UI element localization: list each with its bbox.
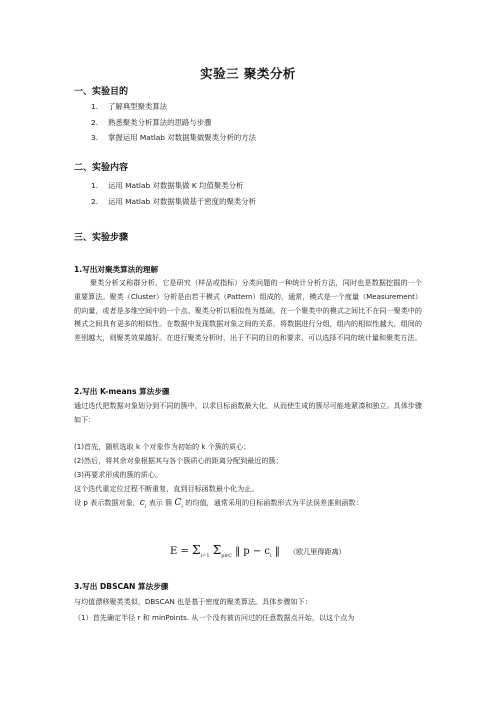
section-heading-content: 二、实验内容	[74, 163, 129, 173]
formula-subscript: i	[270, 553, 272, 559]
list-item-text: 了解典型聚类算法	[108, 102, 168, 111]
list-item-number: 3.	[91, 133, 99, 142]
document-title: 实验三 聚类分析	[200, 66, 296, 81]
list-item-number: 1.	[91, 102, 99, 111]
list-item-text: 运用 Matlab 对数据集做 K 均值聚类分析	[108, 181, 244, 190]
cluster-mean-symbol: $c_i$	[139, 498, 147, 510]
list-item-text: 运用 Matlab 对数据集做基于密度的聚类分析	[108, 197, 257, 206]
kmeans-step-2: (2)然后，将其余对象根据其与各个簇质心的距离分配到最近的簇；	[74, 456, 283, 465]
list-item	[91, 101, 167, 112]
kmeans-iteration-note: 这个迭代重定位过程不断重复，直到目标函数最小化为止。	[74, 484, 259, 493]
kmeans-objective-definition	[74, 498, 363, 510]
formula-body: ‖ p − c	[235, 546, 271, 557]
formula-end: ‖	[271, 546, 280, 557]
definition-text-c: 的均值，通常采用的目标函数形式为平法误差准则函数：	[185, 498, 363, 507]
list-item	[91, 196, 256, 207]
sum-index-2: p∈C	[221, 553, 232, 559]
objective-function-formula	[170, 543, 346, 557]
list-item-number: 2.	[91, 118, 99, 127]
formula-lhs: E =	[170, 546, 193, 557]
list-item-text: 掌握运用 Matlab 对数据集做聚类分析的方法	[108, 133, 257, 142]
list-item	[91, 132, 256, 143]
list-item-text: 熟悉聚类分析算法的思路与步骤	[108, 118, 212, 127]
sum-index-1: i=1	[200, 553, 210, 559]
cluster-symbol: $C_i$	[174, 498, 183, 510]
definition-text-b: 表示 簇	[148, 498, 173, 507]
list-item	[91, 117, 211, 128]
formula-note: （欧几里得距离）	[289, 547, 346, 556]
sigma-icon: Σ	[192, 543, 201, 557]
section-heading-steps: 三、实验步骤	[74, 233, 129, 243]
subsection-heading-kmeans: 2.写出 K-means 算法步骤	[74, 387, 170, 396]
subsection-heading-dbscan: 3.写出 DBSCAN 算法步骤	[74, 582, 169, 591]
subsection-heading-understanding: 1.写出对聚类算法的理解	[74, 265, 159, 274]
definition-text-a: 设 p 表示数据对象，	[74, 498, 140, 507]
paragraph-kmeans-intro: 通过迭代把数据对象划分到不同的簇中，以求目标函数最大化，从而使生成的簇尽可能地紧凑和独立。具体步骤如下：	[74, 401, 422, 424]
sigma-icon: Σ	[212, 543, 222, 557]
section-heading-objectives: 一、实验目的	[74, 87, 129, 97]
list-item-number: 1.	[91, 181, 99, 190]
dbscan-step-1: （1）首先确定半径 r 和 minPoints. 从一个没有被访问过的任意数据点开始，以这个点为	[74, 613, 355, 622]
kmeans-step-1: (1)首先，随机选取 k 个对象作为初始的 k 个簇的质心；	[74, 442, 251, 451]
list-item-number: 2.	[91, 197, 99, 206]
paragraph-dbscan-intro: 与均值漂移聚类类似，DBSCAN 也是基于密度的聚类算法。具体步骤如下：	[74, 597, 312, 606]
paragraph-clustering-understanding: 聚类分析又称群分析，它是研究（样品或指标）分类问题的一种统计分析方法，同时也是数据挖掘的一个重要算法。聚类（Cluster）分析是由若干模式（Pattern）组成的，通常，模式是一个度量（Measurement）的向量，或者是多维空间中的一个点。聚类分析以相似性为基础，在一个聚类中的模式之间比不在同一聚类中的模式之间具有更多的相似性。在数据中发现数据对象之间的关系，将数据进行分组，组内的相似性越大，组间的差别越大，则聚类效果越好。在进行聚类分析时，出于不同的目的和要求，可以选择不同的统计量和聚类方法。	[74, 278, 422, 343]
kmeans-step-3: (3)再要求形成的簇的质心。	[74, 470, 163, 479]
list-item	[91, 180, 243, 191]
